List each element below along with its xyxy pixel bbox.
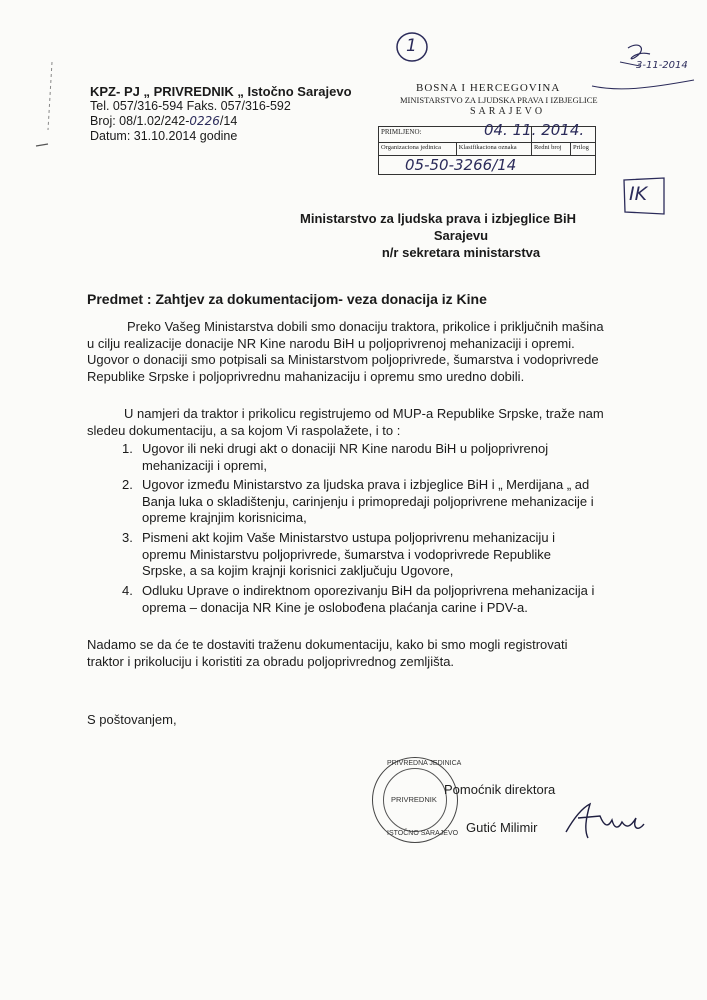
list-line: oprema – donacija NR Kine je oslobođena plaćanja carine i PDV-a. — [142, 599, 528, 615]
stamp-reg-cell — [379, 156, 596, 175]
subject-line: Predmet : Zahtjev za dokumentacijom- veza donacija iz Kine — [87, 291, 487, 307]
paragraph-line: traktor i prikoluciju i koristiti za obradu poljoprivrednog zemljišta. — [87, 653, 455, 669]
regards: S poštovanjem, — [87, 712, 177, 727]
paragraph-line: sledeu dokumentaciju, a sa kojom Vi raspolažete, i to : — [87, 422, 401, 438]
stamp-received-cell — [483, 121, 595, 143]
initials-box — [622, 176, 666, 216]
stamp-received-label: PRIMLJENO: — [379, 127, 532, 143]
document-number — [90, 114, 352, 129]
initials-text: IK — [629, 183, 648, 205]
circled-number-text: 1 — [406, 36, 417, 56]
list-line: Banja luka o skladištenju, carinjenju i primopredaji poljoprivrene mehanizacije i — [142, 493, 594, 509]
paragraph-line: Nadamo se da će te dostaviti traženu dokumentaciju, kako bi smo mogli registrovati — [87, 637, 568, 652]
list-line: Pismeni akt kojim Vaše Ministarstvo ustupa poljoprivrenu mehanizaciju i — [142, 530, 556, 545]
handwritten-date: 3-11-2014 — [636, 60, 688, 71]
list-line: opremu Ministarstvu poljoprivrede, šumarstva i vodoprivrede Republike — [142, 546, 551, 562]
stamp-reg-number: 05-50-3266/14 — [405, 156, 517, 174]
list-line: Ugovor ili neki drugi akt o donaciji NR Kine narodu BiH u poljoprivrenoj — [142, 441, 549, 456]
stamp-received-date: 04. 11. 2014. — [483, 121, 585, 139]
list-line: Odluku Uprave o indirektnom oporezivanju BiH da poljoprivrena mehanizacija i — [142, 583, 595, 598]
list-line: Srpske, a sa kojim krajnji korisnici zaključuju Ugovore, — [142, 563, 454, 578]
margin-marks — [30, 60, 70, 160]
list-number: 1. — [122, 441, 133, 456]
list-number: 2. — [122, 477, 133, 492]
paragraph-line: U namjeri da traktor i prikolicu registrujemo od MUP-a Republike Srpske, traže nam — [124, 406, 604, 421]
list-text — [142, 530, 555, 580]
paragraph-line: Preko Vašeg Ministarstva dobili smo donaciju traktora, prikolice i priključnih mašina — [127, 319, 604, 334]
signature-name: Gutić Milimir — [466, 820, 538, 835]
stamp-city: SARAJEVO — [470, 106, 546, 117]
list-text — [142, 583, 594, 616]
list-line: opreme krajnjim korisnicima, — [142, 510, 307, 525]
recipient-city: Sarajevu — [433, 228, 489, 243]
paragraph-donation — [87, 319, 667, 385]
paragraph-line: Republike Srpske i poljoprivrednu mahanizaciju i opremu smo uredno dobili. — [87, 368, 525, 384]
stamp-col-attachment: Prilog — [570, 143, 595, 156]
handwritten-scribble — [590, 40, 700, 100]
stamp-grid — [378, 121, 596, 176]
circled-number — [395, 30, 429, 64]
list-number: 4. — [122, 583, 133, 598]
list-number: 3. — [122, 530, 133, 545]
registration-stamp — [378, 82, 596, 184]
document-number-label: Broj: 08/1.02/242- — [90, 114, 190, 128]
seal-top-text: PRIVREDNA JEDINICA — [387, 760, 462, 767]
stamp-col-serial: Redni broj — [531, 143, 570, 156]
recipient-ministry: Ministarstvo za ljudska prava i izbjeglice BiH — [300, 211, 576, 226]
sender-phone: Tel. 057/316-594 Faks. 057/316-592 — [90, 99, 291, 113]
stamp-country: BOSNA I HERCEGOVINA — [416, 82, 561, 94]
document-number-year: /14 — [219, 114, 238, 128]
recipient-block — [300, 210, 622, 261]
recipient-attention: n/r sekretara ministarstva — [381, 245, 541, 260]
list-line: mehanizaciji i opremi, — [142, 457, 267, 473]
closing-paragraph — [87, 637, 677, 670]
list-line: Ugovor između Ministarstvo za ljudska prava i izbjeglice BiH i „ Merdijana „ ad — [142, 477, 590, 492]
sender-org: KPZ- PJ „ PRIVREDNIK „ Istočno Sarajevo — [90, 84, 352, 99]
stamp-col-class: Klasifikaciona oznaka — [456, 143, 531, 156]
paragraph-request — [87, 406, 667, 439]
seal-bottom-text: ISTOČNO SARAJEVO — [387, 830, 459, 837]
organization-seal — [372, 757, 462, 843]
paragraph-line: Ugovor o donaciji smo potpisali sa Ministarstvom poljoprivrede, šumarstva i vodoprivrede — [87, 352, 599, 367]
stamp-col-unit: Organizaciona jedinica — [379, 143, 457, 156]
paragraph-line: u cilju realizacije donacije NR Kine narodu BiH u poljoprivrenoj mehanizaciji i opremi. — [87, 335, 575, 351]
sender-block — [90, 84, 352, 144]
document-date: Datum: 31.10.2014 godine — [90, 129, 238, 143]
stamp-table — [378, 121, 596, 175]
list-text — [142, 441, 548, 474]
document-number-handwritten: 0226 — [189, 114, 220, 128]
stamp-ministry: MINISTARSTVO ZA LJUDSKA PRAVA I IZBJEGLICE — [400, 95, 598, 105]
handwritten-signature — [560, 798, 650, 848]
seal-center-text: PRIVREDNIK — [391, 795, 437, 804]
list-text — [142, 477, 594, 527]
signature-title: Pomoćnik direktora — [444, 782, 556, 797]
